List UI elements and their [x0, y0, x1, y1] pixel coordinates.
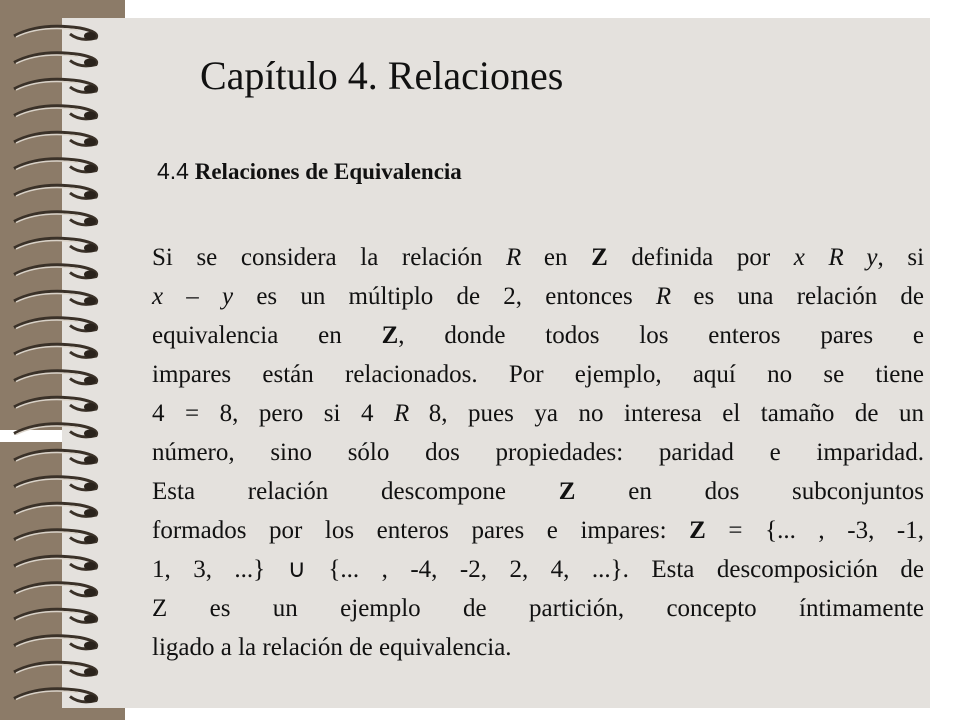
spiral-ring-icon: [14, 662, 97, 676]
section-heading: [157, 158, 462, 185]
body-line: [152, 589, 924, 628]
body-text-segment: Z es un ejemplo de partición, concepto íntimamente: [152, 595, 924, 622]
body-text-segment: Si se considera la relación: [152, 244, 506, 271]
spiral-ring-icon: [14, 106, 97, 120]
body-text-segment: número, sino sólo dos propiedades: paridad e imparidad.: [152, 439, 924, 466]
body-text-segment: impares están relacionados. Por ejemplo, aquí no se tiene: [152, 361, 924, 388]
body-text-segment: R: [506, 244, 521, 271]
spiral-ring-icon: [14, 238, 97, 252]
body-text-segment: equivalencia en: [152, 322, 382, 349]
body-text-segment: [843, 244, 867, 271]
spiral-ring-icon: [14, 291, 97, 305]
spiral-ring-icon: [14, 159, 97, 173]
body-text-segment: = {... , -3, -1,: [705, 517, 925, 544]
section-number: 4.4: [157, 158, 189, 184]
body-line: [152, 277, 924, 316]
page-title: Capítulo 4. Relaciones: [200, 53, 564, 98]
spiral-ring-icon: [14, 636, 97, 650]
body-text-segment: y: [866, 244, 878, 271]
body-text-segment: R: [394, 400, 409, 427]
body-text-segment: , donde todos los enteros pares e: [398, 322, 925, 349]
spiral-ring-icon: [14, 185, 97, 199]
spiral-ring-icon: [14, 583, 97, 597]
body-text-segment: formados por los enteros pares e impares:: [152, 517, 690, 544]
spiral-ring-icon: [14, 556, 97, 570]
body-text-segment: Z: [558, 478, 576, 505]
body-text-segment: [805, 244, 829, 271]
body-paragraph: [152, 238, 924, 667]
body-text-segment: es una relación de: [670, 283, 924, 310]
spiral-ring-icon: [14, 609, 97, 623]
spiral-ring-icon: [14, 477, 97, 491]
section-title: Relaciones de Equivalencia: [194, 159, 462, 184]
body-text-segment: , si: [877, 244, 925, 271]
body-text-segment: 1, 3, ...} ∪ {... , -4, -2, 2, 4, ...}. Esta descomposición de: [152, 556, 924, 583]
body-line: [152, 238, 924, 277]
body-line: [152, 394, 924, 433]
body-text-segment: x: [793, 244, 805, 271]
body-line: [152, 316, 924, 355]
spiral-ring-icon: [14, 26, 97, 40]
spiral-ring-icon: [14, 344, 97, 358]
body-text-segment: 4 = 8, pero si 4: [152, 400, 394, 427]
spiral-ring-icon: [14, 371, 97, 385]
body-text-segment: y: [222, 283, 234, 310]
body-line: [152, 511, 924, 550]
spiral-ring-icon: [14, 79, 97, 93]
body-line: [152, 433, 924, 472]
spiral-ring-icon: [14, 265, 97, 279]
body-text-segment: R: [828, 244, 843, 271]
spiral-ring-icon: [14, 503, 97, 517]
body-text-segment: en dos subconjuntos: [575, 478, 924, 505]
spiral-ring-icon: [14, 318, 97, 332]
spiral-binding-icon: [10, 0, 120, 720]
body-text-segment: Z: [689, 517, 706, 544]
body-text-segment: Z: [591, 244, 608, 271]
body-line: [152, 472, 924, 511]
body-text-segment: R: [655, 283, 671, 310]
body-text-segment: Esta relación descompone: [152, 478, 559, 505]
body-line: [152, 355, 924, 394]
body-text-segment: en: [520, 244, 592, 271]
spiral-ring-icon: [14, 397, 97, 411]
spiral-ring-icon: [14, 450, 97, 464]
body-text-segment: ligado a la relación de equivalencia.: [152, 634, 512, 661]
body-text-segment: definida por: [607, 244, 794, 271]
body-text-segment: Z: [381, 322, 399, 349]
body-line: [152, 628, 924, 667]
spiral-ring-icon: [14, 53, 97, 67]
spiral-ring-icon: [14, 530, 97, 544]
body-line: [152, 550, 924, 589]
spiral-ring-icon: [14, 212, 97, 226]
spiral-ring-icon: [14, 132, 97, 146]
spiral-ring-icon: [14, 424, 97, 438]
body-text-segment: x: [152, 283, 164, 310]
body-text-segment: –: [163, 283, 223, 310]
spiral-ring-icon: [14, 689, 97, 703]
body-text-segment: 8, pues ya no interesa el tamaño de un: [408, 400, 924, 427]
body-text-segment: es un múltiplo de 2, entonces: [233, 283, 656, 310]
